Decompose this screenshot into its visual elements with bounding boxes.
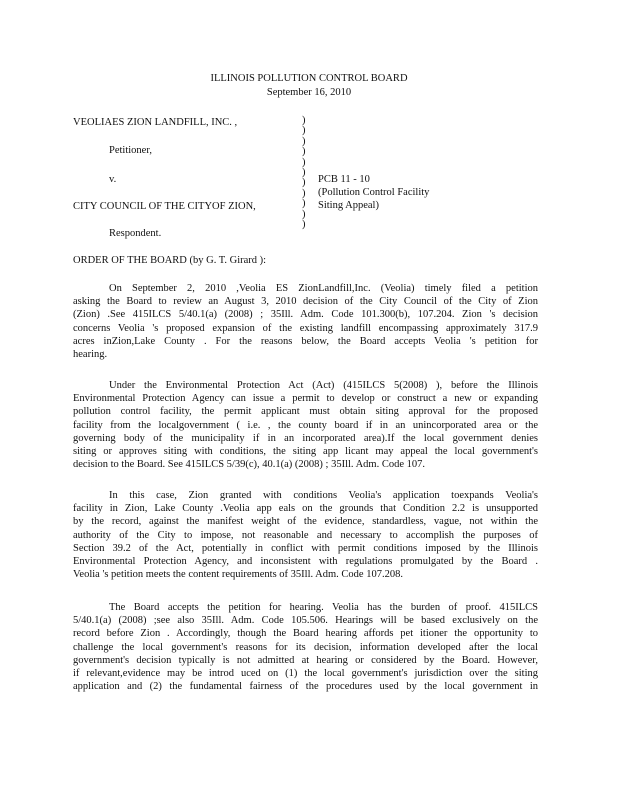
- paragraph-line: acres inZion,Lake County . For the reasons below, the Board accepts Veolia 's petition for: [73, 335, 538, 347]
- order-heading: ORDER OF THE BOARD (by G. T. Girard ):: [73, 255, 267, 266]
- paragraph-line: governing body of the municipality if in an incorporated area).If the local government denies: [73, 432, 538, 444]
- paragraph-line: Section 39.2 of the Act, potentially in conflict with permit conditions imposed by the Illinois: [73, 542, 538, 554]
- paragraph-line: concerns Veolia 's proposed expansion of the existing landfill encompassing approximately 317.9: [73, 322, 538, 334]
- paragraph-line: siting or approves siting with conditions, the siting app licant may appeal the local government's: [73, 445, 538, 457]
- bracket-paren: ): [302, 125, 306, 137]
- paragraph-line: challenge the local government's reasons for its decision, information developed after the local: [73, 641, 538, 653]
- paragraph-line: application and (2) the fundamental fairness of the procedures used by the local government in: [73, 681, 538, 693]
- bracket-paren: ): [302, 115, 306, 126]
- petitioner-role: Petitioner,: [109, 145, 153, 156]
- bracket-paren: ): [302, 156, 306, 168]
- paragraph-2: [73, 379, 538, 471]
- bracket-paren: ): [302, 146, 306, 158]
- paragraph-line: Veolia 's petition meets the content requirements of 35Ill. Adm. Code 107.208.: [73, 569, 403, 581]
- bracket-paren: ): [302, 187, 306, 199]
- paragraph-line: Under the Environmental Protection Act (Act) (415ILCS 5(2008) ), before the Illinois: [109, 380, 538, 391]
- paragraph-line: The Board accepts the petition for hearing. Veolia has the burden of proof. 415ILCS: [109, 602, 538, 613]
- case-type-line-1: (Pollution Control Facility: [318, 187, 430, 198]
- paragraph-line: decision to the Board. See 415ILCS 5/39(c), 40.1(a) (2008) ; 35Ill. Adm. Code 107.: [73, 459, 425, 471]
- paragraph-line: asking the Board to review an August 3, 2010 decision of the City Council of the City of Zion: [73, 296, 538, 308]
- bracket-paren: ): [302, 177, 306, 189]
- order-date: September 16, 2010: [266, 87, 352, 98]
- caption-bracket: [302, 116, 306, 230]
- bracket-paren: ): [302, 166, 306, 178]
- paragraph-line: hearing.: [73, 348, 108, 360]
- versus-label: v.: [109, 174, 117, 185]
- petitioner-name: VEOLIAES ZION LANDFILL, INC. ,: [73, 117, 238, 128]
- paragraph-line: facility in Zion, Lake County .Veolia app eals on the grounds that Condition 2.2 is unsupported: [73, 503, 538, 515]
- paragraph-line: Environmental Protection Agency can issue a permit to develop or construct a new or expanding: [73, 393, 538, 405]
- paragraph-line: (Zion) .See 415ILCS 5/40.1(a) (2008) ; 35Ill. Adm. Code 101.300(b), 107.204. Zion 's decision: [73, 309, 538, 321]
- board-title: ILLINOIS POLLUTION CONTROL BOARD: [210, 73, 408, 84]
- bracket-paren: ): [302, 135, 306, 147]
- case-type-line-2: Siting Appeal): [318, 200, 379, 211]
- paragraph-line: record before Zion . Accordingly, though the Board hearing affords pet itioner the opportunity to: [73, 628, 538, 640]
- paragraph-line: facility from the localgovernment ( i.e. , the county board if in an unincorporated area or the: [73, 419, 538, 431]
- bracket-paren: ): [302, 218, 306, 230]
- paragraph-4: [73, 601, 538, 693]
- paragraph-1: [73, 282, 538, 361]
- bracket-paren: ): [302, 208, 306, 220]
- respondent-role: Respondent.: [109, 228, 162, 239]
- paragraph-line: government's decision typically is not admitted at hearing or considered by the Board. However,: [73, 654, 538, 666]
- case-number: PCB 11 - 10: [318, 174, 370, 185]
- paragraph-line: On September 2, 2010 ,Veolia ES ZionLandfill,Inc. (Veolia) timely filed a petition: [109, 283, 538, 294]
- paragraph-line: by the record, against the manifest weight of the evidence, standardless, vague, not within the: [73, 516, 538, 528]
- paragraph-line: authority of the City to impose, not reasonable and necessary to accomplish the purposes of: [73, 529, 538, 541]
- bracket-paren: ): [302, 198, 306, 210]
- paragraph-line: if relevant,evidence may be introd uced on (1) the local government's jurisdiction over the siting: [73, 667, 538, 679]
- paragraph-line: In this case, Zion granted with conditions Veolia's application toexpands Veolia's: [109, 490, 538, 501]
- paragraph-line: 5/40.1(a) (2008) ;see also 35Ill. Adm. Code 105.506. Hearings will be based exclusively on the: [73, 615, 538, 627]
- paragraph-line: pollution control facility, the permit applicant must obtain siting approval for the proposed: [73, 406, 538, 418]
- paragraph-line: Environmental Protection Agency, and inconsistent with regulations promulgated by the Board .: [73, 555, 538, 567]
- paragraph-3: [73, 489, 538, 581]
- respondent-name: CITY COUNCIL OF THE CITYOF ZION,: [73, 201, 256, 212]
